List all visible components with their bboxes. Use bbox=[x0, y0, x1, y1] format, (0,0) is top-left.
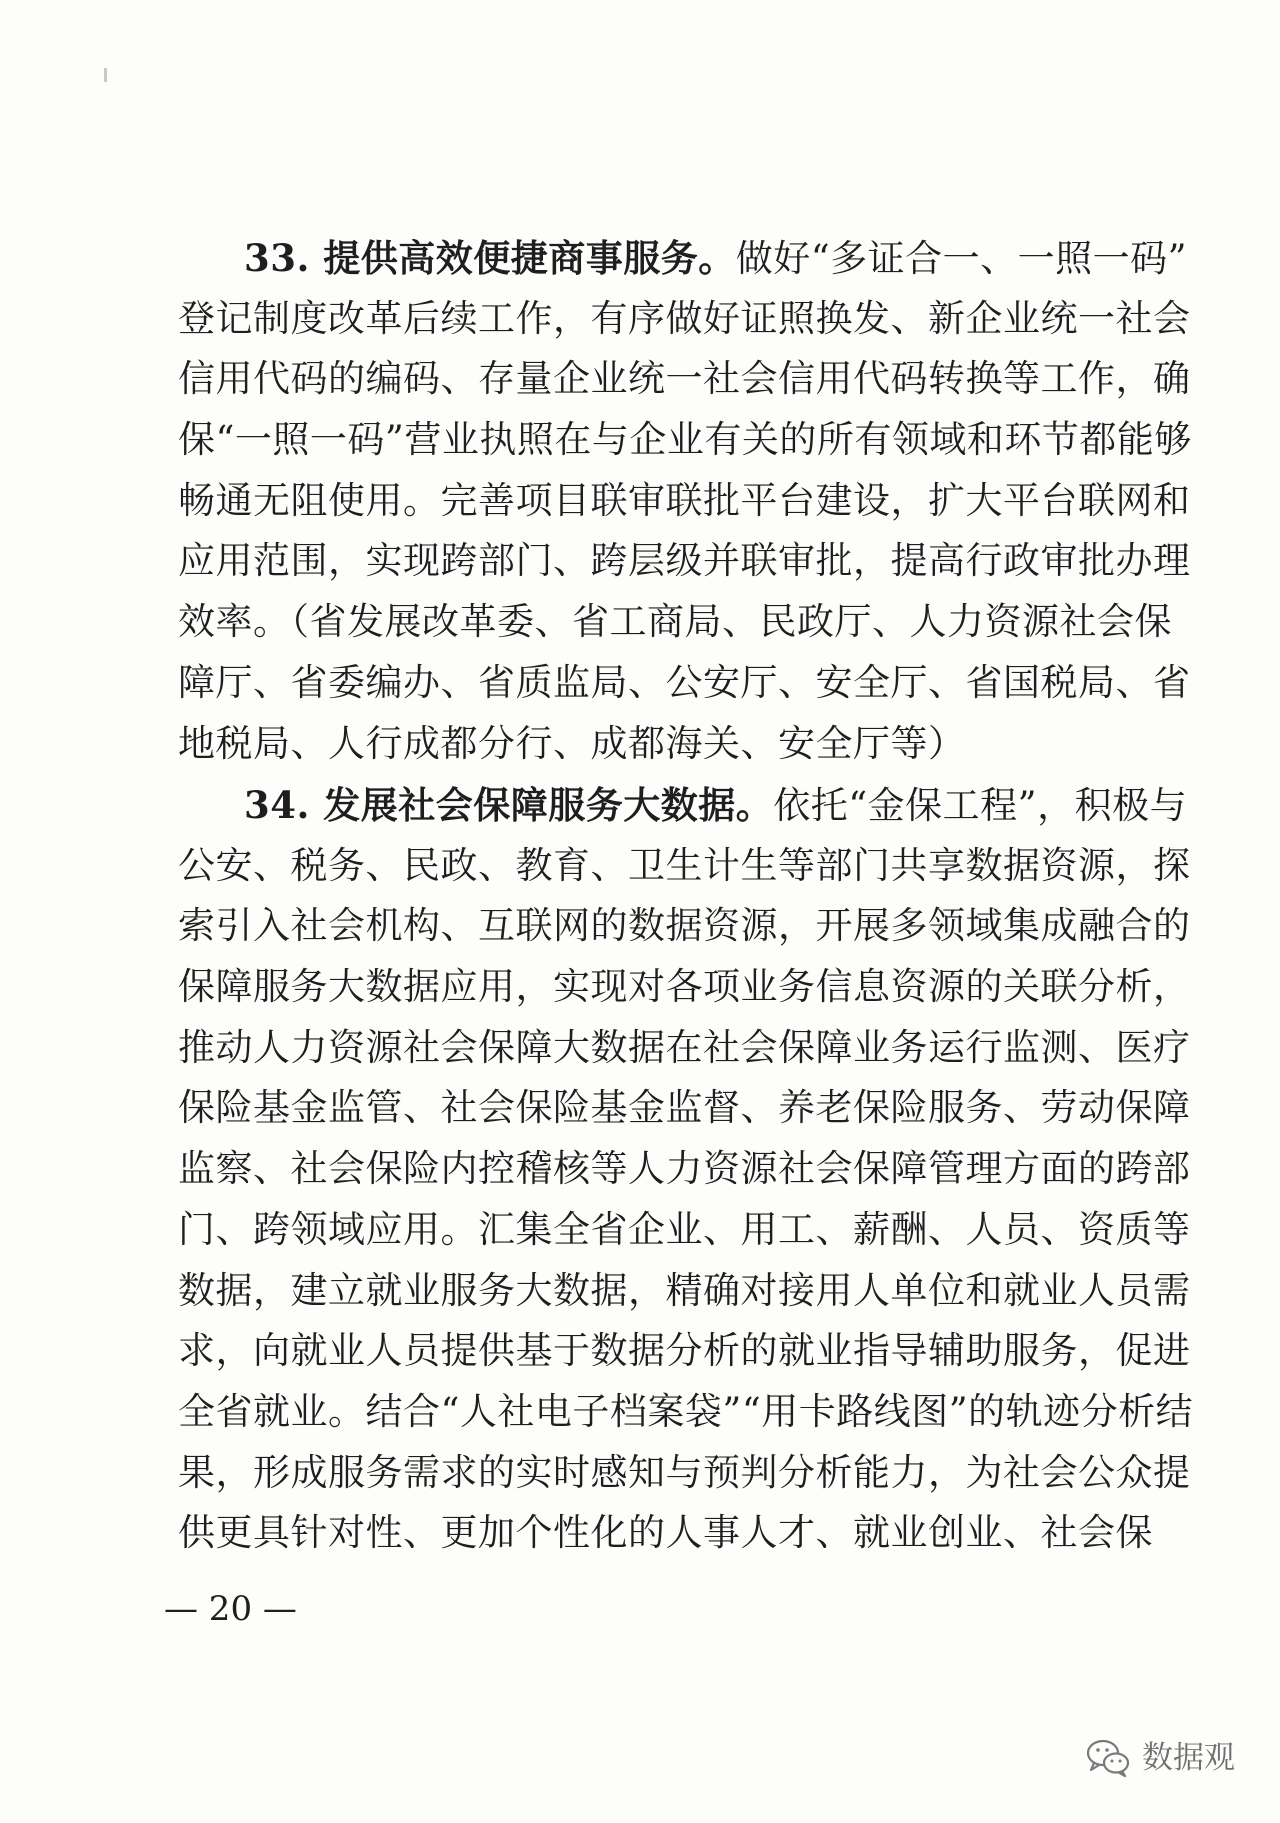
section-33-line-2: 登记制度改革后续工作，有序做好证照换发、新企业统一社会 bbox=[178, 296, 1191, 340]
section-34-heading: 34. 发展社会保障服务大数据。 bbox=[244, 783, 774, 827]
section-34 bbox=[178, 775, 1194, 1564]
section-33-line-4: 保“一照一码”营业执照在与企业有关的所有领域和环节都能够 bbox=[178, 418, 1192, 462]
section-34-line-12: 果，形成服务需求的实时感知与预判分析能力，为社会公众提 bbox=[178, 1450, 1191, 1494]
section-33-line-9: 地税局、人行成都分行、成都海关、安全厅等） bbox=[178, 721, 966, 765]
section-33 bbox=[178, 228, 1192, 774]
section-34-line-3: 索引入社会机构、互联网的数据资源，开展多领域集成融合的 bbox=[178, 904, 1191, 948]
watermark-text: 数据观 bbox=[1142, 1740, 1235, 1776]
wechat-icon bbox=[1084, 1736, 1132, 1780]
section-33-line-1: 33. 提供高效便捷商事服务。做好“多证合一、一照一码” bbox=[244, 236, 1188, 280]
watermark bbox=[1084, 1736, 1235, 1780]
section-33-line-6: 应用范围，实现跨部门、跨层级并联审批，提高行政审批办理 bbox=[178, 539, 1191, 583]
section-33-line-5: 畅通无阻使用。完善项目联审联批平台建设，扩大平台联网和 bbox=[178, 478, 1191, 522]
section-34-line-11: 全省就业。结合“人社电子档案袋”“用卡路线图”的轨迹分析结 bbox=[178, 1389, 1194, 1433]
section-34-line-2: 公安、税务、民政、教育、卫生计生等部门共享数据资源，探 bbox=[178, 843, 1191, 887]
section-34-line-8: 门、跨领域应用。汇集全省企业、用工、薪酬、人员、资质等 bbox=[178, 1207, 1191, 1251]
section-34-line-4: 保障服务大数据应用，实现对各项业务信息资源的关联分析， bbox=[178, 965, 1191, 1009]
section-33-line-8: 障厅、省委编办、省质监局、公安厅、安全厅、省国税局、省 bbox=[178, 660, 1191, 704]
section-33-line-3: 信用代码的编码、存量企业统一社会信用代码转换等工作，确 bbox=[178, 357, 1191, 401]
section-34-line-9: 数据，建立就业服务大数据，精确对接用人单位和就业人员需 bbox=[178, 1268, 1191, 1312]
section-33-heading: 33. 提供高效便捷商事服务。 bbox=[244, 236, 736, 280]
section-34-line-7: 监察、社会保险内控稽核等人力资源社会保障管理方面的跨部 bbox=[178, 1147, 1191, 1191]
page-number: — 20 — bbox=[164, 1589, 297, 1629]
section-34-line-10: 求，向就业人员提供基于数据分析的就业指导辅助服务，促进 bbox=[178, 1329, 1191, 1373]
section-34-line-5: 推动人力资源社会保障大数据在社会保障业务运行监测、医疗 bbox=[178, 1025, 1191, 1069]
scan-mark bbox=[104, 68, 107, 82]
section-34-line-6: 保险基金监管、社会保险基金监督、养老保险服务、劳动保障 bbox=[178, 1086, 1191, 1130]
section-34-line-1: 34. 发展社会保障服务大数据。依托“金保工程”，积极与 bbox=[244, 783, 1188, 827]
section-34-line-13: 供更具针对性、更加个性化的人事人才、就业创业、社会保 bbox=[178, 1511, 1153, 1555]
section-33-line-7: 效率。（省发展改革委、省工商局、民政厅、人力资源社会保 bbox=[178, 600, 1172, 644]
